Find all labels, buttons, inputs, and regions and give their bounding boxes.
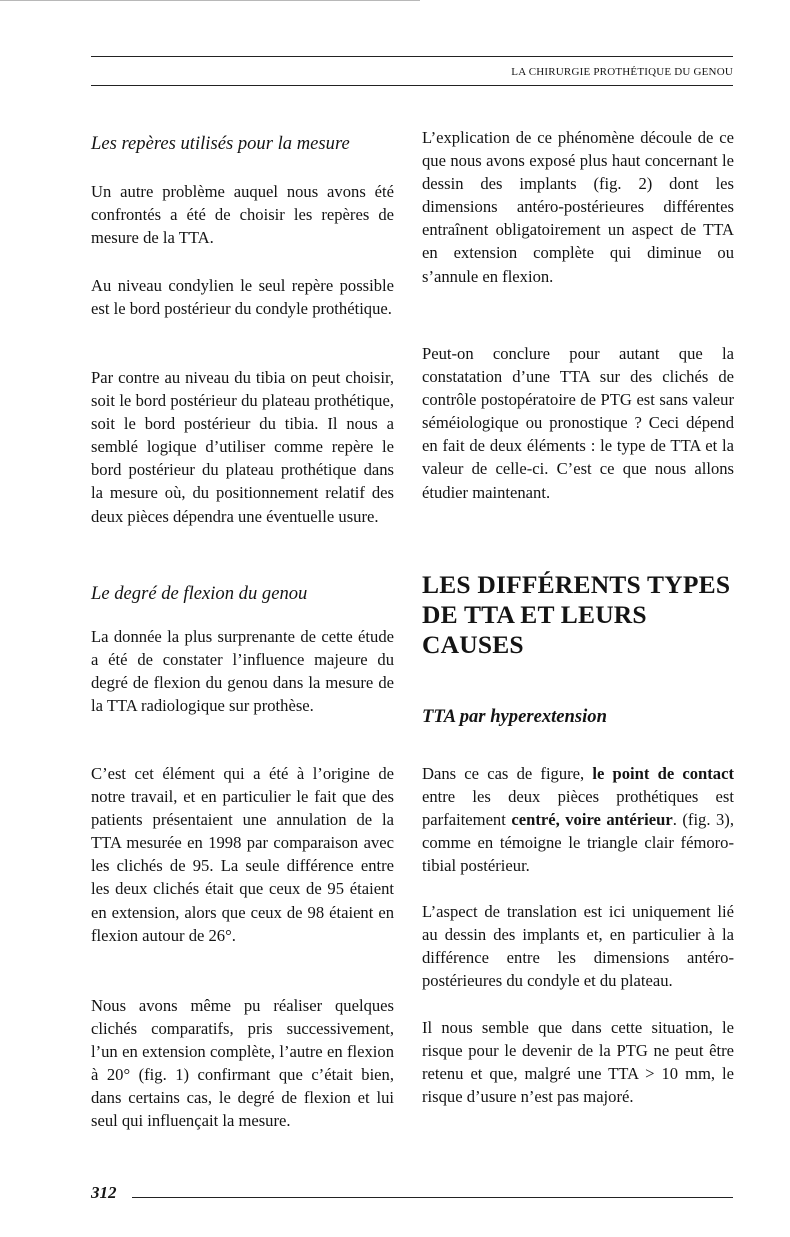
footer-rule — [132, 1197, 733, 1198]
page-footer — [91, 1183, 733, 1207]
paragraph-hyperextension — [422, 762, 734, 877]
paragraph: L’explication de ce phénomène découle de ce que nous avons exposé plus haut concernant le dessin des implants (fig. 2) dont les dimensions antéro-postérieures différentes entraînent obligatoirement un aspect de TTA en extension complète qui diminue ou s’annule en flexion. — [422, 128, 734, 286]
bold-text: le point de contact — [592, 764, 734, 783]
paragraph: C’est cet élément qui a été à l’origine de notre travail, et en particulier le fait que des patients présentaient une annulation de la TTA mesurée en 1998 par comparaison avec les clichés de 95. La seule différence entre les deux clichés était que ceux de 95 étaient en extension, alors que ceux de 98 étaient en flexion autour de 26°. — [91, 764, 394, 945]
text-run: entre les deux pièces prothétiques est parfaitement — [422, 787, 734, 830]
page-number: 312 — [91, 1183, 117, 1202]
paragraph: Au niveau condylien le seul repère possible est le bord postérieur du condyle prothétique. — [91, 276, 394, 319]
running-header — [91, 56, 733, 86]
paragraph: L’aspect de translation est ici uniquement lié au dessin des implants et, en particulier à la différence entre les dimensions antéro-postérieures du condyle et du plateau. — [422, 902, 734, 991]
bold-text: centré, voire antérieur — [511, 810, 673, 830]
paragraph: Nous avons même pu réaliser quelques clichés comparatifs, pris successivement, l’un en extension complète, l’autre en flexion à 20° (fig. 1) confirmant que c’était bien, dans certains cas, le degré de flexion et lui seul qui influençait la mesure. — [91, 996, 394, 1131]
paragraph: Il nous semble que dans cette situation, le risque pour le devenir de la PTG ne peut être retenu et que, malgré une TTA > 10 mm, le risque d’usure n’est pas majoré. — [422, 1018, 734, 1107]
paragraph: La donnée la plus surprenante de cette étude a été de constater l’influence majeure du degré de flexion du genou dans la mesure de la TTA radiologique sur prothèse. — [91, 627, 394, 716]
text-run: Dans ce cas de figure, — [422, 764, 593, 783]
scan-edge-line — [0, 0, 420, 1]
paragraph: Peut-on conclure pour autant que la constatation d’une TTA sur des clichés de contrôle postopératoire de PTG est sans valeur séméiologique ou pronostique ? Ceci dépend en fait de deux éléments : le type de TTA et la valeur de celle-ci. C’est ce que nous allons étudier maintenant. — [422, 344, 734, 502]
paragraph: Par contre au niveau du tibia on peut choisir, soit le bord postérieur du plateau prothétique, soit le bord postérieur du tibia. Il nous a semblé logique d’utiliser comme repère le bord postérieur du plateau prothétique dans la mesure où, du positionnement relatif des deux pièces dépendra une éventuelle usure. — [91, 368, 394, 526]
subsection-heading-reperes: Les repères utilisés pour la mesure — [91, 133, 350, 154]
paragraph: Un autre problème auquel nous avons été confrontés a été de choisir les repères de mesure de la TTA. — [91, 182, 394, 248]
subsection-heading-flexion: Le degré de flexion du genou — [91, 583, 308, 604]
subsection-heading-hyperextension: TTA par hyperextension — [422, 706, 607, 727]
section-title: LES DIFFÉRENTS TYPES DE TTA ET LEURS CAUSES — [422, 570, 731, 659]
running-title: LA CHIRURGIE PROTHÉTIQUE DU GENOU — [511, 66, 733, 78]
text-run: . (fig. 3), comme en témoigne le triangle clair fémoro-tibial postérieur. — [422, 810, 734, 876]
